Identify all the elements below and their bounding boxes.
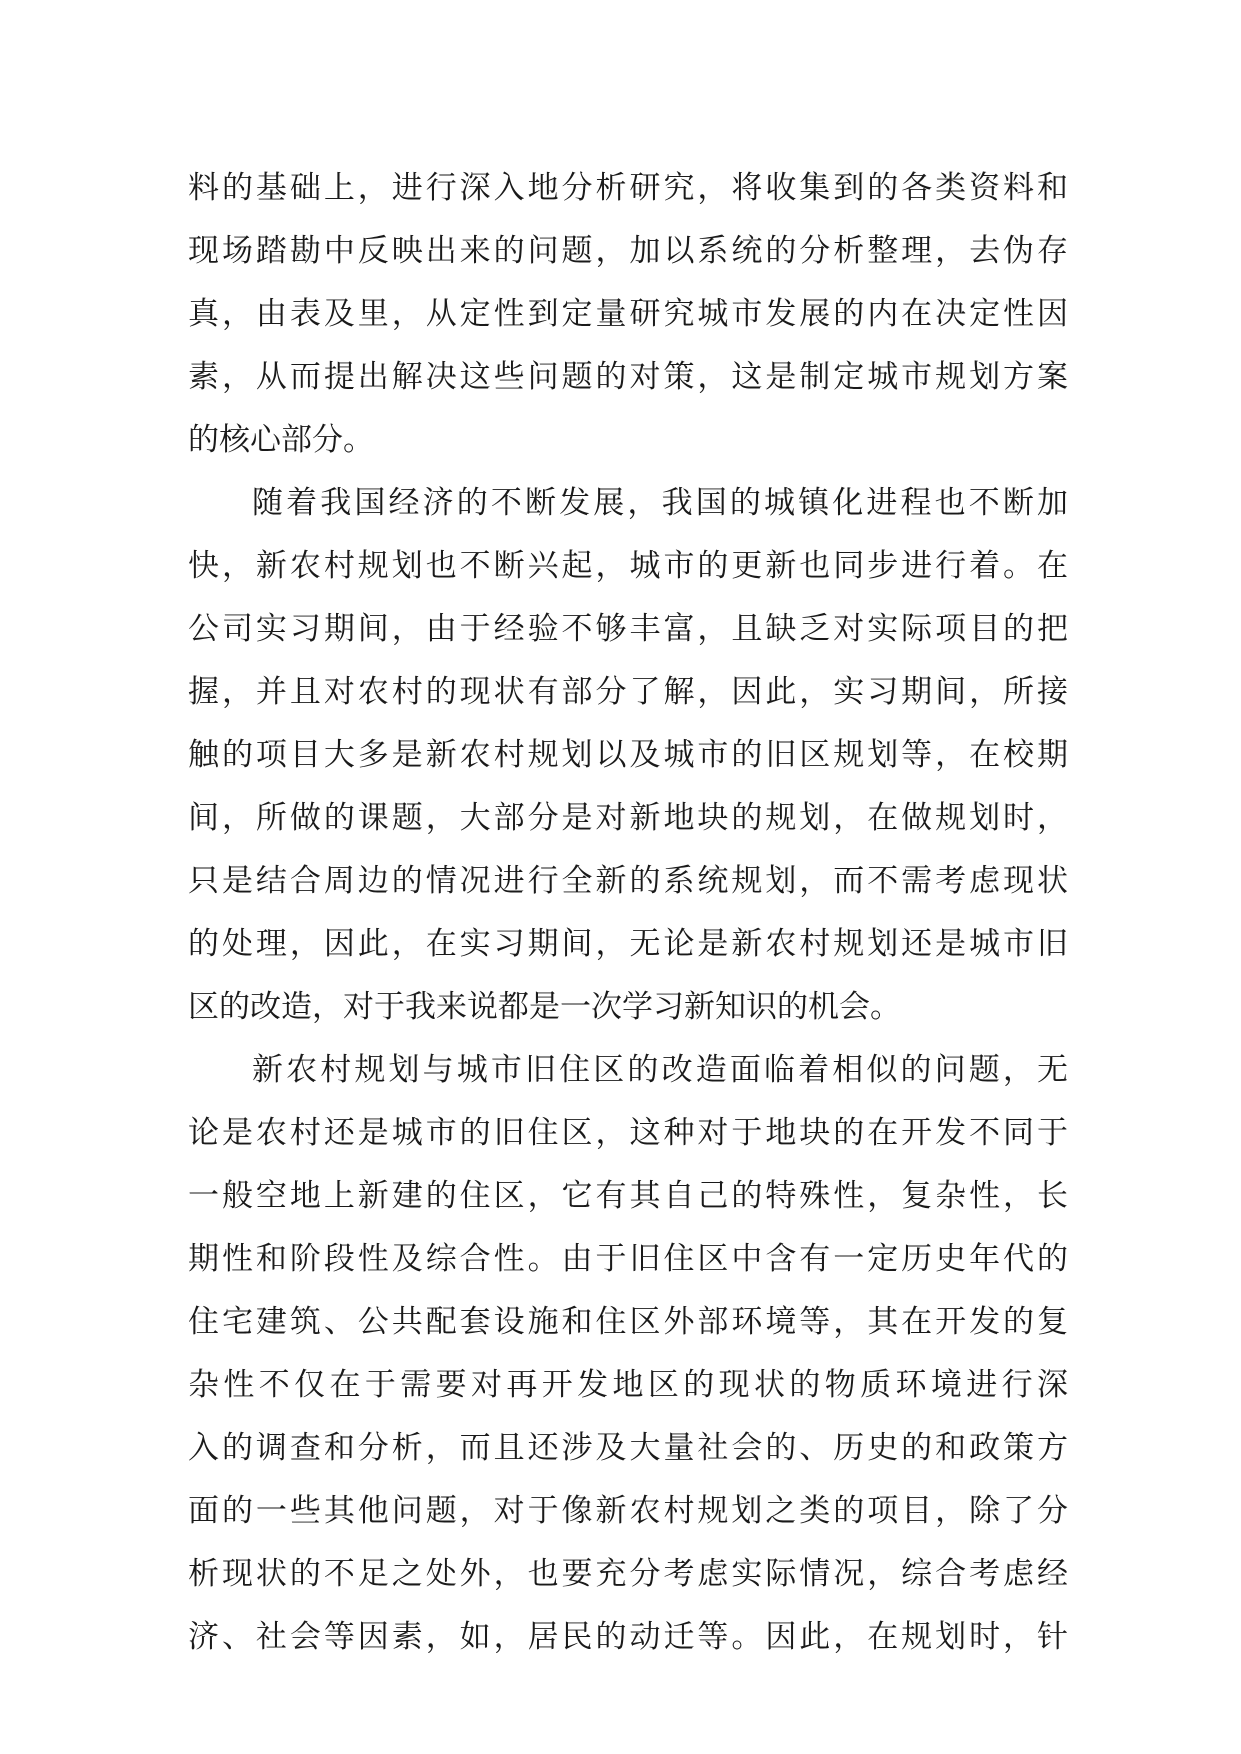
text-line: 入的调查和分析，而且还涉及大量社会的、历史的和政策方 (188, 1430, 1068, 1466)
text-line: 一般空地上新建的住区，它有其自己的特殊性，复杂性，长 (188, 1178, 1068, 1214)
text-line: 析现状的不足之处外，也要充分考虑实际情况，综合考虑经 (188, 1556, 1068, 1592)
text-line: 料的基础上，进行深入地分析研究，将收集到的各类资料和 (188, 170, 1068, 206)
text-line: 触的项目大多是新农村规划以及城市的旧区规划等，在校期 (188, 737, 1068, 773)
text-line: 只是结合周边的情况进行全新的系统规划，而不需考虑现状 (188, 863, 1068, 899)
paragraph-first-line: 新农村规划与城市旧住区的改造面临着相似的问题，无 (252, 1052, 1068, 1088)
text-line: 期性和阶段性及综合性。由于旧住区中含有一定历史年代的 (188, 1241, 1068, 1277)
text-line: 面的一些其他问题，对于像新农村规划之类的项目，除了分 (188, 1493, 1068, 1529)
text-line: 住宅建筑、公共配套设施和住区外部环境等，其在开发的复 (188, 1304, 1068, 1340)
body-text (188, 157, 1068, 1669)
text-line: 杂性不仅在于需要对再开发地区的现状的物质环境进行深 (188, 1367, 1068, 1403)
text-line: 区的改造，对于我来说都是一次学习新知识的机会。 (188, 989, 901, 1025)
text-line: 握，并且对农村的现状有部分了解，因此，实习期间，所接 (188, 674, 1068, 710)
text-line: 公司实习期间，由于经验不够丰富，且缺乏对实际项目的把 (188, 611, 1068, 647)
text-line: 济、社会等因素，如，居民的动迁等。因此，在规划时，针 (188, 1619, 1068, 1655)
text-line: 现场踏勘中反映出来的问题，加以系统的分析整理，去伪存 (188, 233, 1068, 269)
text-line: 论是农村还是城市的旧住区，这种对于地块的在开发不同于 (188, 1115, 1068, 1151)
text-line: 真，由表及里，从定性到定量研究城市发展的内在决定性因 (188, 296, 1068, 332)
text-line: 的核心部分。 (188, 422, 374, 458)
text-line: 间，所做的课题，大部分是对新地块的规划，在做规划时， (188, 800, 1068, 836)
text-line: 快，新农村规划也不断兴起，城市的更新也同步进行着。在 (188, 548, 1068, 584)
text-line: 的处理，因此，在实习期间，无论是新农村规划还是城市旧 (188, 926, 1068, 962)
paragraph-first-line: 随着我国经济的不断发展，我国的城镇化进程也不断加 (252, 485, 1068, 521)
text-line: 素，从而提出解决这些问题的对策，这是制定城市规划方案 (188, 359, 1068, 395)
